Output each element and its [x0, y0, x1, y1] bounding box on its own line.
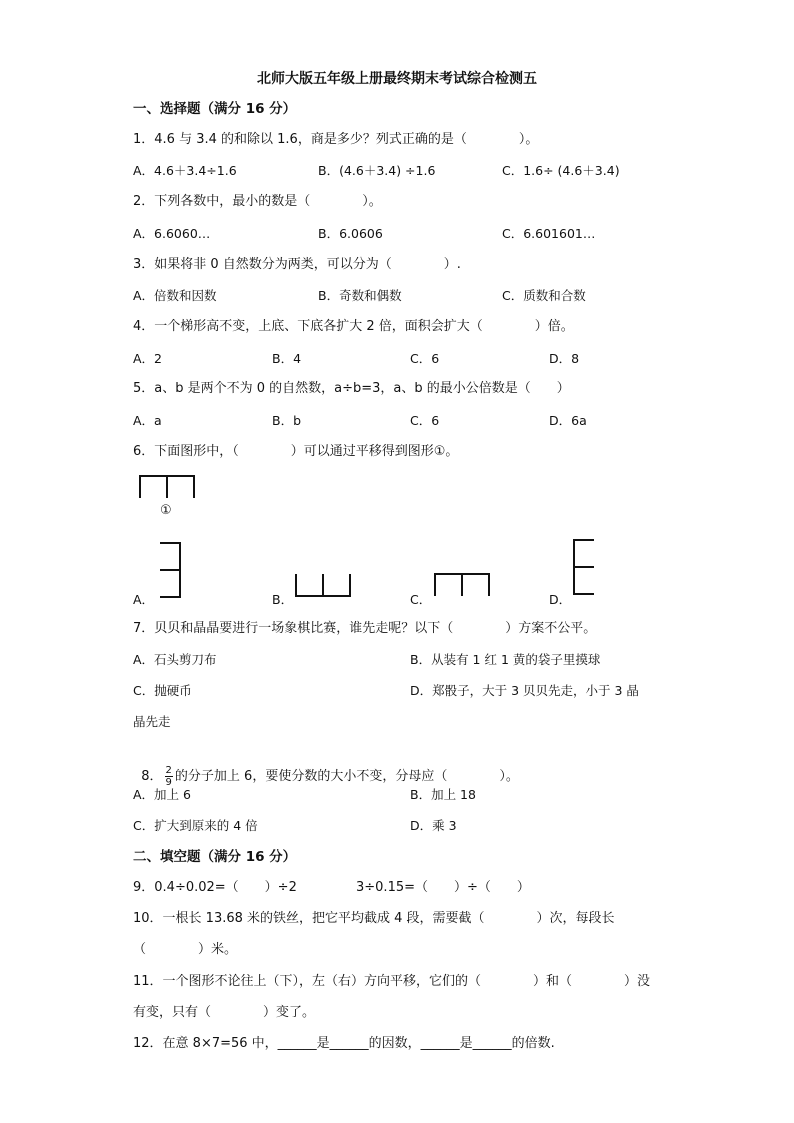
q8-option-b: B．加上 18 — [410, 787, 476, 802]
reference-figure — [138, 474, 198, 500]
q8-option-a: A．加上 6 — [133, 787, 191, 802]
question-1: 1．4.6 与 3.4 的和除以 1.6，商是多少？列式正确的是（ ）。 — [133, 132, 539, 147]
q8-text: 的分子加上 6，要使分数的大小不变，分母应（ ）。 — [174, 769, 519, 784]
q8-option-d: D．乘 3 — [410, 818, 457, 833]
question-7: 7．贝贝和晶晶要进行一场象棋比赛，谁先走呢？以下（ ）方案不公平。 — [133, 621, 597, 636]
question-3: 3．如果将非 0 自然数分为两类，可以分为（ ）. — [133, 257, 461, 272]
q6-option-d: D． — [549, 592, 572, 607]
question-11-line-2: 有变，只有（ ）变了。 — [133, 1005, 316, 1020]
q6-option-b: B． — [272, 592, 294, 607]
q1-option-c: C．1.6÷ (4.6＋3.4) — [502, 163, 620, 178]
q5-option-b: B．b — [272, 413, 302, 428]
question-4: 4．一个梯形高不变，上底、下底各扩大 2 倍，面积会扩大（ ）倍。 — [133, 319, 574, 334]
q6-option-a: A． — [133, 592, 155, 607]
q6-figure-d — [572, 537, 598, 597]
q4-option-c: C．6 — [410, 351, 440, 366]
q6-option-c: C． — [410, 592, 432, 607]
q2-option-c: C．6.601601… — [502, 226, 596, 241]
section-heading-fill-blank: 二、填空题（满分 16 分） — [133, 849, 297, 865]
q4-option-d: D．8 — [549, 351, 580, 366]
question-2: 2．下列各数中，最小的数是（ ）。 — [133, 194, 382, 209]
q5-option-a: A．a — [133, 413, 162, 428]
q3-option-c: C．质数和合数 — [502, 288, 586, 303]
question-10-line-1: 10．一根长 13.68 米的铁丝，把它平均截成 4 段，需要截（ ）次，每段长 — [133, 911, 615, 926]
q2-option-b: B．6.0606 — [318, 226, 383, 241]
q7-option-c: C．抛硬币 — [133, 683, 192, 698]
question-9-part-1: 9．0.4÷0.02=（ ）÷2 — [133, 880, 297, 895]
reference-figure-label: ① — [160, 503, 172, 518]
question-6: 6．下面图形中，（ ）可以通过平移得到图形①。 — [133, 444, 459, 459]
fraction-two-ninths — [165, 765, 173, 788]
fraction-denominator: 9 — [165, 777, 172, 788]
section-heading-choice: 一、选择题（满分 16 分） — [133, 101, 297, 117]
q4-option-b: B．4 — [272, 351, 302, 366]
q6-figure-a — [158, 540, 184, 600]
page-title: 北师大版五年级上册最终期末考试综合检测五 — [257, 71, 537, 87]
fraction-numerator: 2 — [165, 765, 172, 776]
q6-figure-b — [294, 572, 354, 598]
q1-option-b: B．(4.6＋3.4) ÷1.6 — [318, 163, 436, 178]
q4-option-a: A．2 — [133, 351, 163, 366]
q7-option-d-continued: 晶先走 — [133, 714, 171, 729]
q5-option-c: C．6 — [410, 413, 440, 428]
question-12: 12．在意 8×7=56 中，______是______的因数，______是______的倍数. — [133, 1036, 555, 1051]
q6-figure-c — [433, 572, 493, 598]
q7-option-d: D．郑骰子，大于 3 贝贝先走，小于 3 晶 — [410, 683, 639, 698]
q2-option-a: A．6.6060… — [133, 226, 211, 241]
question-11-line-1: 11．一个图形不论往上（下），左（右）方向平移，它们的（ ）和（ ）没 — [133, 974, 651, 989]
q8-prefix: 8． — [141, 769, 163, 784]
question-10-line-2: （ ）米。 — [133, 942, 238, 957]
q5-option-d: D．6a — [549, 413, 587, 428]
question-8 — [133, 749, 519, 788]
q8-option-c: C．扩大到原来的 4 倍 — [133, 818, 258, 833]
q1-option-a: A．4.6＋3.4÷1.6 — [133, 163, 237, 178]
question-5: 5．a、b 是两个不为 0 的自然数，a÷b=3，a、b 的最小公倍数是（ ） — [133, 381, 570, 396]
q3-option-a: A．倍数和因数 — [133, 288, 217, 303]
q7-option-b: B．从装有 1 红 1 黄的袋子里摸球 — [410, 652, 601, 667]
q3-option-b: B．奇数和偶数 — [318, 288, 402, 303]
question-9-part-2: 3÷0.15=（ ）÷（ ） — [356, 880, 530, 895]
q7-option-a: A．石头剪刀布 — [133, 652, 217, 667]
